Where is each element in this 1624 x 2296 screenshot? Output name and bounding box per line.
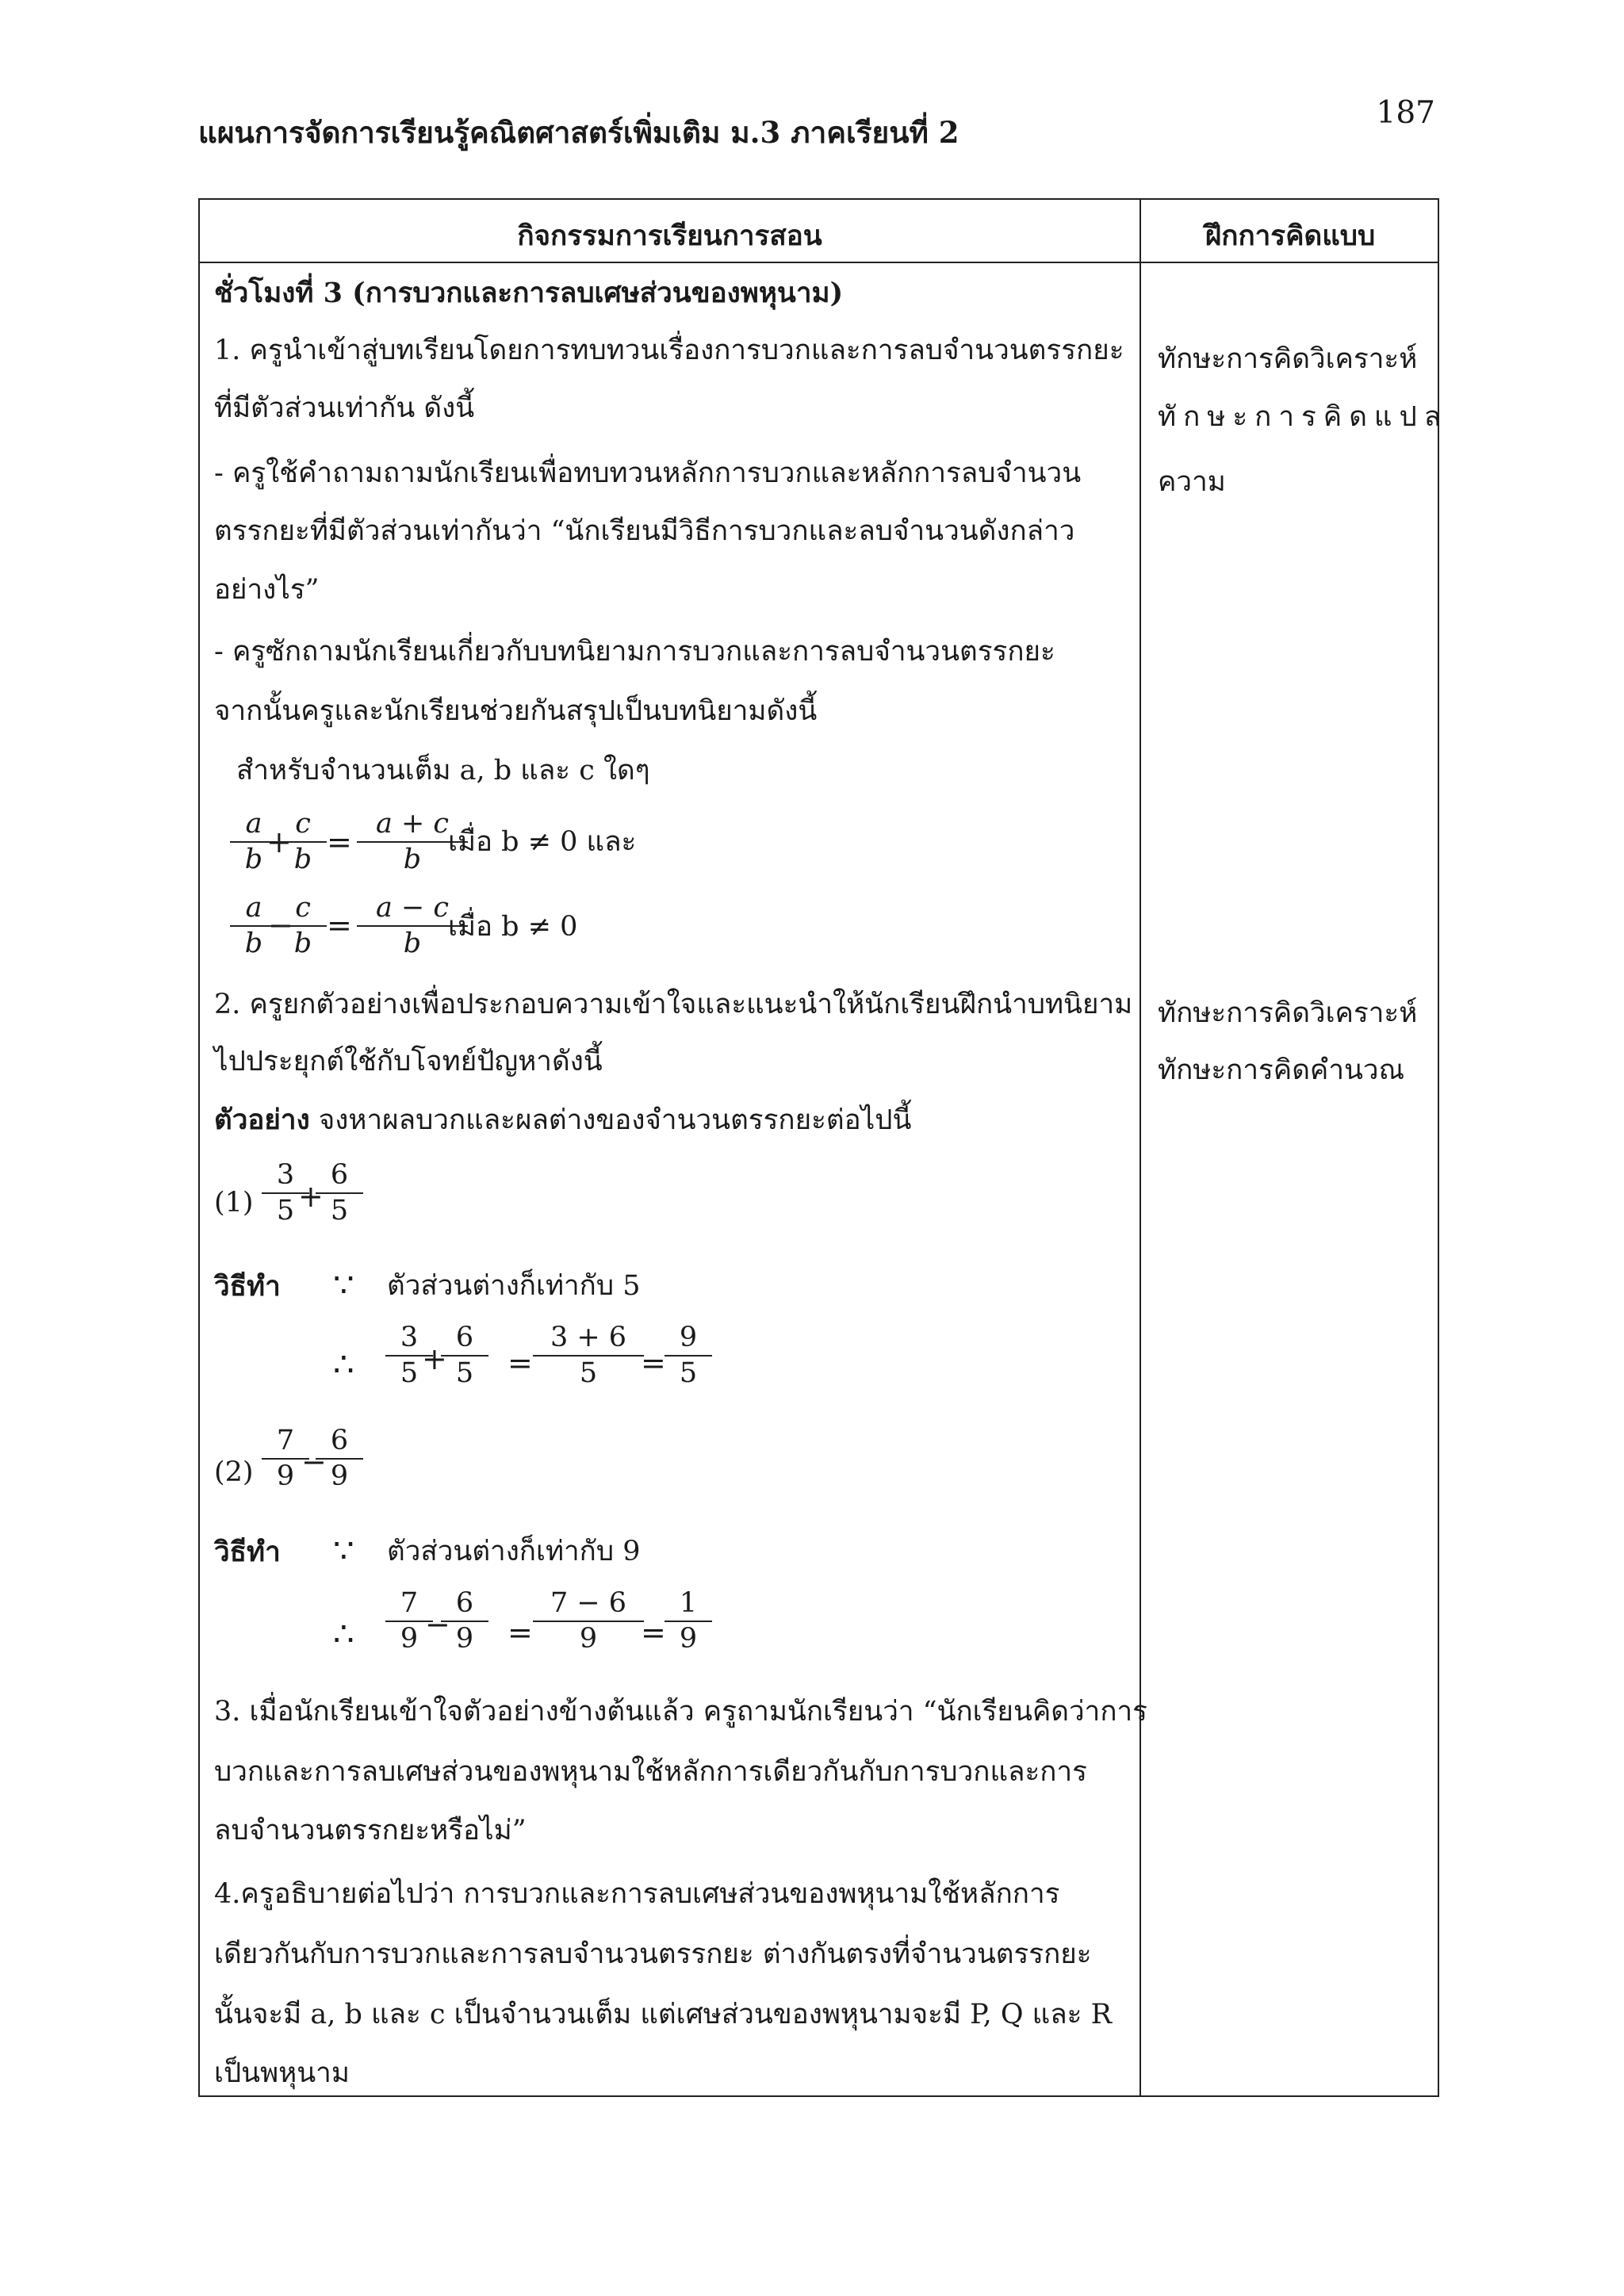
paragraph-1b-line-1: - ครูใช้คำถามถามนักเรียนเพื่อทบทวนหลักการบวกและหลักการลบจำนวน [214,457,1082,489]
ex2-fraction-7-over-9: 7 9 [262,1427,309,1490]
paragraph-4-line-1: 4.ครูอธิบายต่อไปว่า การบวกและการลบเศษส่วนของพหุนามใช้หลักการ [214,1878,1060,1910]
paragraph-4-line-3: นั้นจะมี a, b และ c เป็นจำนวนเต็ม แต่เศษส่วนของพหุนามจะมี P, Q และ R [214,1999,1112,2030]
column-header-skills: ฝึกการคิดแบบ [1205,220,1376,252]
ex1-reason: ตัวส่วนต่างก็เท่ากับ 5 [387,1270,641,1302]
hour-title: ชั่วโมงที่ 3 (การบวกและการลบเศษส่วนของพหุนาม) [214,277,844,309]
def1-fraction-c-over-b: c b [279,810,327,874]
ex2-minus: − [301,1445,327,1479]
paragraph-4-line-2: เดียวกันกับการบวกและการลบจำนวนตรรกยะ ต่างกันตรงที่จำนวนตรรกยะ [214,1938,1092,1970]
ex2-reason: ตัวส่วนต่างก็เท่ากับ 9 [387,1536,641,1567]
page-header-title: แผนการจัดการเรียนรู้คณิตศาสตร์เพิ่มเติม ม.3 ภาคเรียนที่ 2 [198,115,959,150]
ex2-equals-1: = [508,1615,533,1650]
def2-fraction-difference: a − c b [357,894,468,958]
paragraph-1c-line-1: - ครูซักถามนักเรียนเกี่ยวกับบทนิยามการบวกและการลบจำนวนตรรกยะ [214,636,1055,668]
paragraph-1c-line-2: จากนั้นครูและนักเรียนช่วยกันสรุปเป็นบทนิยามดังนี้ [214,695,818,727]
ex2-fraction-6-over-9: 6 9 [316,1427,363,1490]
ex2-equals-2: = [641,1615,666,1650]
definition-intro: สำหรับจำนวนเต็ม a, b และ c ใดๆ [236,755,650,786]
paragraph-3-line-3: ลบจำนวนตรรกยะหรือไม่” [214,1815,527,1846]
def2-minus: − [268,908,293,943]
ex2-fraction-7minus6-over-9: 7 − 6 9 [533,1590,644,1653]
def2-fraction-c-over-b: c b [279,894,327,958]
column-divider [1139,200,1141,2095]
ex1-method-label: วิธีทำ [214,1270,281,1303]
example-text: จงหาผลบวกและผลต่างของจำนวนตรรกยะต่อไปนี้ [318,1104,912,1136]
example-label: ตัวอย่าง [214,1104,310,1136]
def2-fraction-a-over-b: a b [230,894,278,958]
ex1-result-9-over-5: 9 5 [665,1324,712,1387]
ex1-fraction-6-over-5: 6 5 [316,1161,363,1225]
therefore-symbol: ∴ [333,1345,354,1383]
ex2-method-label: วิธีทำ [214,1536,281,1568]
because-symbol: ∵ [333,1265,354,1304]
ex1-fraction-3-over-5: 3 5 [262,1161,309,1225]
def1-plus: + [266,825,292,859]
therefore-symbol-2: ∴ [333,1614,354,1653]
ex2-result-1-over-9: 1 9 [665,1590,712,1653]
ex2-step-fraction-7-over-9: 7 9 [385,1590,433,1653]
paragraph-2-line-2: ไปประยุกต์ใช้กับโจทย์ปัญหาดังนี้ [214,1046,603,1077]
paragraph-4-line-4: เป็นพหุนาม [214,2057,350,2089]
example-heading [214,1106,911,1135]
ex2-step-fraction-6-over-9: 6 9 [441,1590,488,1653]
paragraph-3-line-2: บวกและการลบเศษส่วนของพหุนามใช้หลักการเดียวกันกับการบวกและการ [214,1756,1087,1788]
ex2-step-minus: − [425,1607,450,1642]
ex1-step-fraction-6-over-5: 6 5 [441,1324,488,1387]
skill-1-line-1: ทักษะการคิดวิเคราะห์ [1158,343,1418,375]
paragraph-1b-line-2: ตรรกยะที่มีตัวส่วนเท่ากันว่า “นักเรียนมีวิธีการบวกและลบจำนวนดังกล่าว [214,515,1075,547]
def1-condition: เมื่อ b ≠ 0 และ [448,826,637,858]
paragraph-1-line-1: 1. ครูนำเข้าสู่บทเรียนโดยการทบทวนเรื่องการบวกและการลบจำนวนตรรกยะ [214,335,1124,366]
paragraph-2-line-1: 2. ครูยกตัวอย่างเพื่อประกอบความเข้าใจและแนะนำให้นักเรียนฝึกนำบทนิยาม [214,989,1133,1020]
ex1-step-fraction-3-over-5: 3 5 [385,1324,433,1387]
ex1-plus: + [298,1179,324,1214]
def2-equals: = [327,908,352,943]
paragraph-1b-line-3: อย่างไร” [214,574,320,606]
header-divider [200,262,1438,263]
because-symbol-2: ∵ [333,1531,354,1570]
skill-2-line-1: ทักษะการคิดวิเคราะห์ [1158,997,1418,1029]
ex1-step-plus: + [422,1341,447,1376]
skill-2-line-2: ทักษะการคิดคำนวณ [1158,1054,1405,1086]
example-1-label: (1) [214,1187,254,1219]
def1-equals: = [327,825,352,859]
def2-condition: เมื่อ b ≠ 0 [448,911,578,943]
skill-1-line-2: ทักษะการคิดแปล [1158,401,1449,433]
page-number: 187 [1376,95,1435,131]
example-2-label: (2) [214,1456,254,1488]
ex1-fraction-3plus6-over-5: 3 + 6 5 [533,1324,644,1387]
paragraph-1-line-2: ที่มีตัวส่วนเท่ากัน ดังนี้ [214,392,475,424]
def1-fraction-a-over-b: a b [230,810,278,874]
ex1-equals-1: = [508,1345,533,1380]
paragraph-3-line-1: 3. เมื่อนักเรียนเข้าใจตัวอย่างข้างต้นแล้ว ครูถามนักเรียนว่า “นักเรียนคิดว่าการ [214,1696,1147,1728]
ex1-equals-2: = [641,1345,666,1380]
column-header-activities: กิจกรรมการเรียนการสอน [517,220,822,252]
def1-fraction-sum: a + c b [357,810,468,874]
skill-1-line-3: ความ [1158,466,1226,498]
